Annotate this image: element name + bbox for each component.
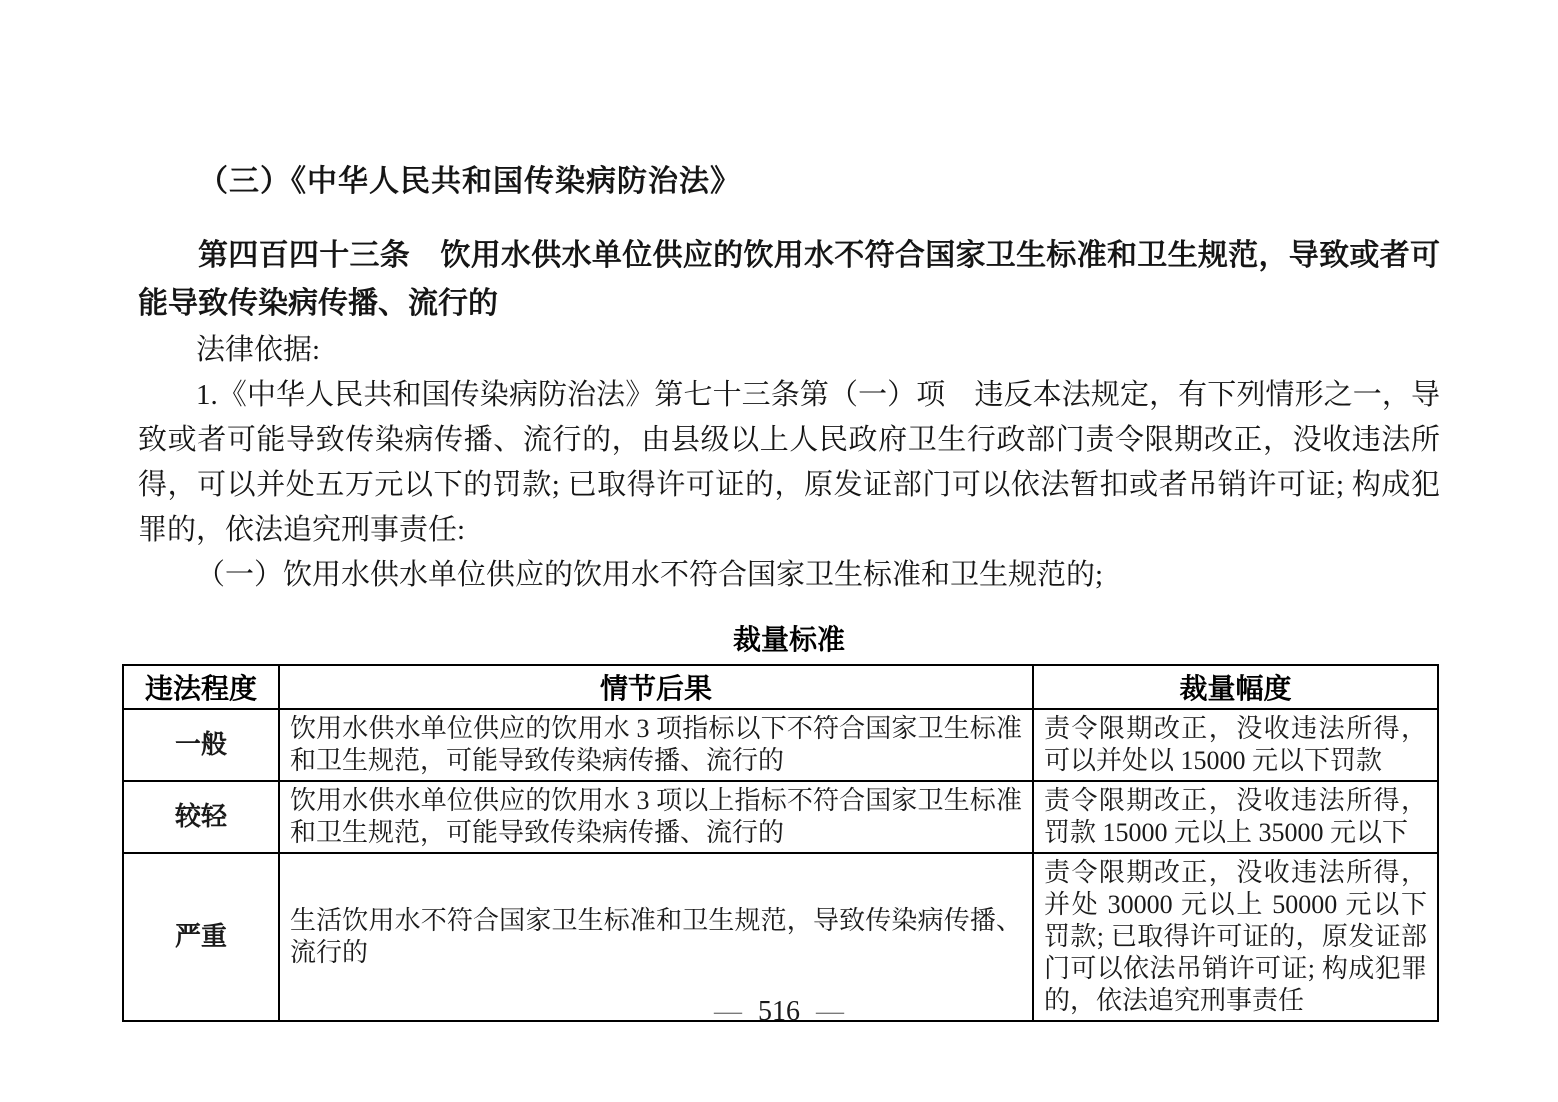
footer-dash-left: —: [714, 996, 742, 1027]
footer-dash-right: —: [816, 996, 844, 1027]
col-header-circumstance: 情节后果: [279, 665, 1033, 709]
document-title: （三）《中华人民共和国传染病防治法》: [198, 165, 741, 198]
col-header-violation-degree: 违法程度: [123, 665, 279, 709]
cell-range: 责令限期改正，没收违法所得，罚款 15000 元以上 35000 元以下: [1033, 781, 1438, 853]
legal-basis-paragraph: 1.《中华人民共和国传染病防治法》第七十三条第（一）项 违反本法规定，有下列情形之一，导致或者可能导致传染病传播、流行的，由县级以上人民政府卫生行政部门责令限期改正，没收违法所得，可以并处五万元以下的罚款; 已取得许可证的，原发证部门可以依法暂扣或者吊销许可证; 构成犯罪的，依法追究刑事责任:: [138, 379, 1440, 546]
cell-range: 责令限期改正，没收违法所得，并处 30000 元以上 50000 元以下罚款; 已取得许可证的，原发证部门可以依法吊销许可证; 构成犯罪的，依法追究刑事责任: [1033, 853, 1438, 1021]
col-header-discretion-range: 裁量幅度: [1033, 665, 1438, 709]
cell-circumstance: 生活饮用水不符合国家卫生标准和卫生规范，导致传染病传播、流行的: [279, 853, 1033, 1021]
cell-degree: 严重: [123, 853, 279, 1021]
table-row: [123, 709, 1438, 781]
discretion-table: [122, 664, 1439, 1022]
cell-degree: 一般: [123, 709, 279, 781]
cell-degree: 较轻: [123, 781, 279, 853]
page-number: 516: [758, 996, 800, 1027]
table-caption: 裁量标准: [732, 624, 845, 655]
cell-range: 责令限期改正，没收违法所得，可以并处以 15000 元以下罚款: [1033, 709, 1438, 781]
legal-basis-label: 法律依据:: [196, 334, 321, 366]
item-paragraph: （一）饮用水供水单位供应的饮用水不符合国家卫生标准和卫生规范的;: [196, 559, 1104, 591]
cell-circumstance: 饮用水供水单位供应的饮用水 3 项指标以下不符合国家卫生标准和卫生规范，可能导致传染病传播、流行的: [279, 709, 1033, 781]
page-footer: [0, 996, 1558, 1028]
table-header-row: [123, 665, 1438, 709]
cell-circumstance: 饮用水供水单位供应的饮用水 3 项以上指标不符合国家卫生标准和卫生规范，可能导致传染病传播、流行的: [279, 781, 1033, 853]
table-row: [123, 781, 1438, 853]
article-heading: 第四百四十三条 饮用水供水单位供应的饮用水不符合国家卫生标准和卫生规范，导致或者可能导致传染病传播、流行的: [138, 239, 1440, 320]
